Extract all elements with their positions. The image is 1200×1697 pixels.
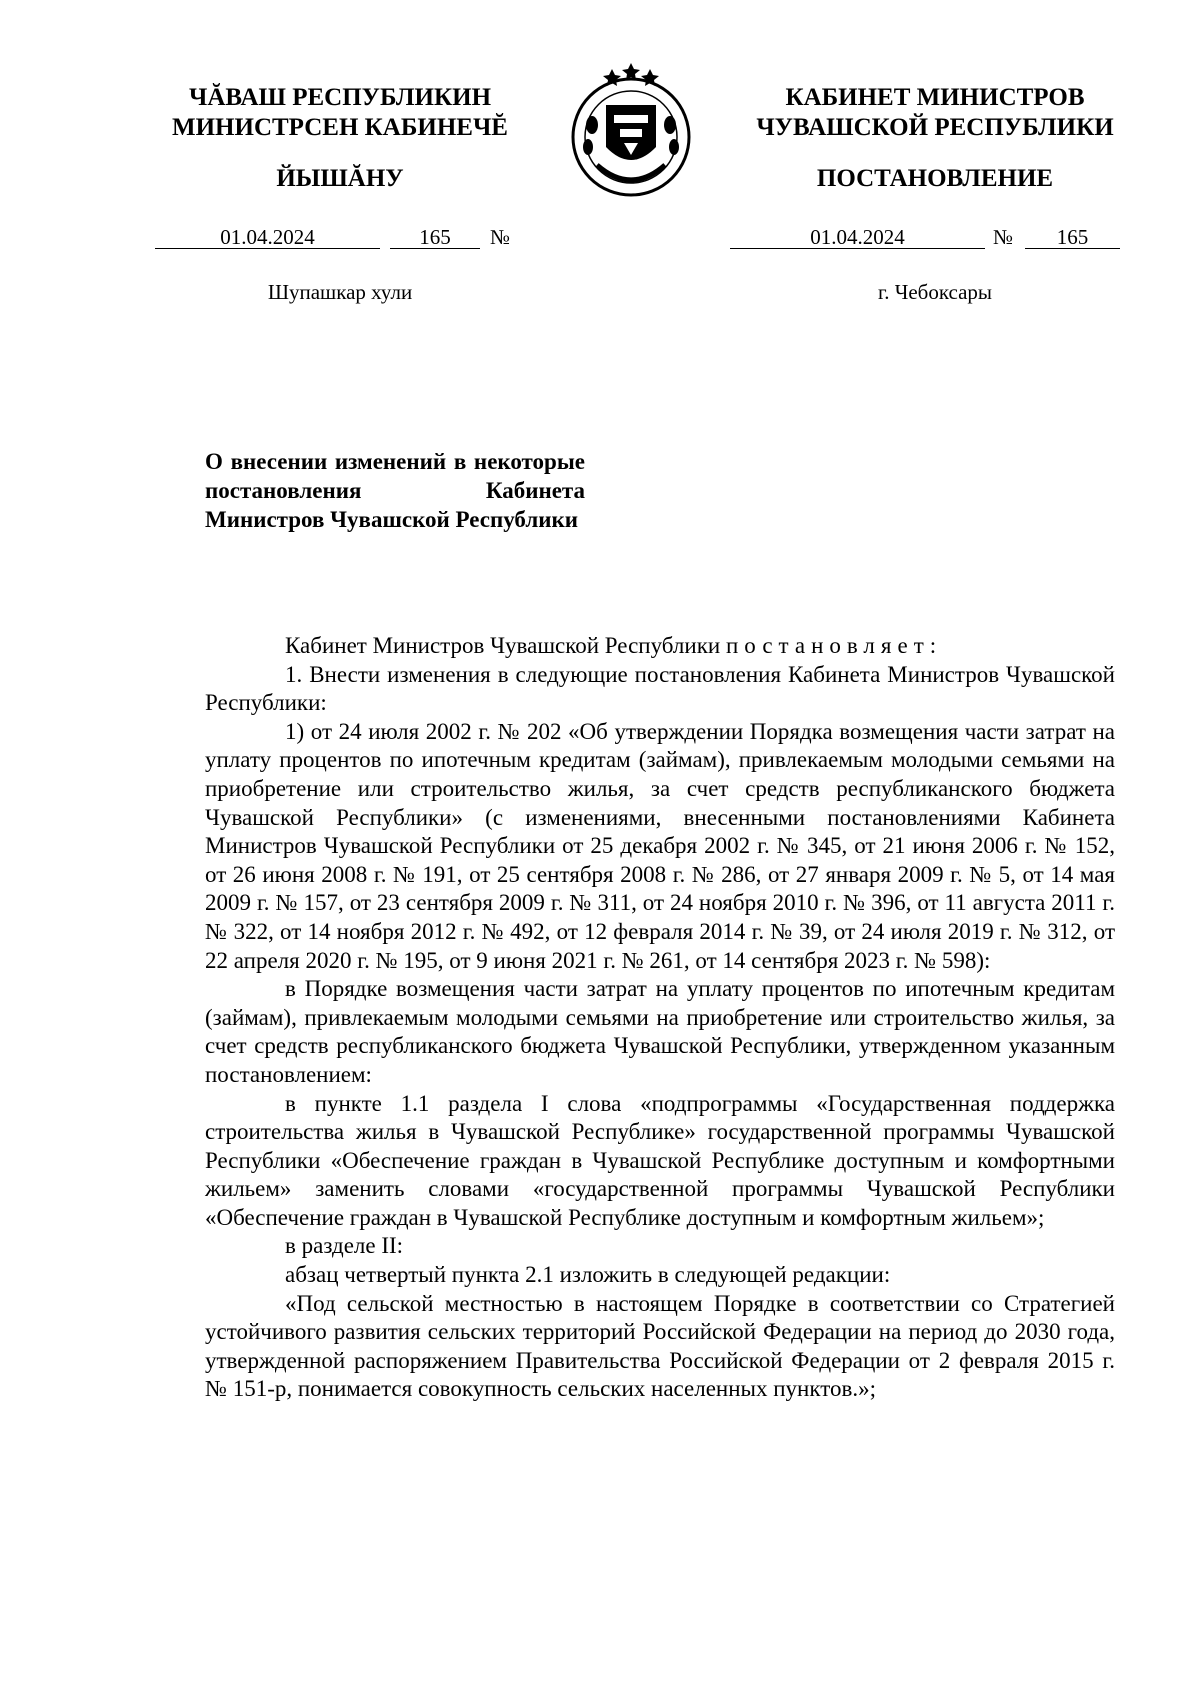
date-number-right [725, 222, 1145, 252]
intro-prefix: Кабинет Министров Чувашской Республики [285, 633, 726, 658]
intro-suffix: : [929, 633, 937, 658]
header-right-authority [725, 83, 1145, 143]
header-left-line1: ЧĂВАШ РЕСПУБЛИКИН [188, 84, 492, 111]
doc-type-left: ЙЫШĂНУ [276, 165, 404, 192]
body-paragraph: 1) от 24 июля 2002 г. № 202 «Об утверждении Порядка возмещения части затрат на уплату процентов по ипотечным кредитам (займам), привлекаемым молодыми семьями на приобретение или строительство жилья, за счет средств республиканского бюджета Чувашской Республики» (с изменениями, внесенными постановлениями Кабинета Министров Чувашской Республики от 25 декабря 2002 г. № 345, от 21 июня 2006 г. № 152, от 26 июня 2008 г. № 191, от 25 сентября 2008 г. № 286, от 27 января 2009 г. № 5, от 14 мая 2009 г. № 157, от 23 сентября 2009 г. № 311, от 24 ноября 2010 г. № 396, от 11 августа 2011 г. № 322, от 14 ноября 2012 г. № 492, от 12 февраля 2014 г. № 39, от 24 июля 2019 г. № 312, от 22 апреля 2020 г. № 195, от 9 июня 2021 г. № 261, от 14 сентября 2023 г. № 598): [205, 718, 1115, 973]
header-left-authority [150, 83, 530, 143]
doc-type-right: ПОСТАНОВЛЕНИЕ [816, 165, 1054, 192]
place-right: г. Чебоксары [877, 280, 993, 304]
right-number: 165 [1025, 222, 1120, 249]
chuvash-coat-of-arms-icon [562, 55, 700, 201]
document-body [205, 632, 1115, 1404]
left-number: 165 [390, 222, 480, 249]
body-paragraph: в Порядке возмещения части затрат на уплату процентов по ипотечным кредитам (займам), привлекаемым молодыми семьями на приобретение или строительство жилья, за счет средств республиканского бюджета Чувашской Республики, утвержденном указанным постановлением: [205, 976, 1115, 1087]
intro-paragraph [205, 632, 1115, 661]
body-paragraph: абзац четвертый пункта 2.1 изложить в следующей редакции: [285, 1262, 891, 1288]
body-paragraph: в пункте 1.1 раздела I слова «подпрограммы «Государственная поддержка строительства жилья в Чувашской Республике» государственной программы Чувашской Республики «Обеспечение граждан в Чувашской Республике доступным и комфортными жильем» заменить словами «государственной программы Чувашской Республики «Обеспечение граждан в Чувашской Республике доступным и комфортным жильем»; [205, 1090, 1115, 1230]
body-paragraph: «Под сельской местностью в настоящем Порядке в соответствии со Стратегией устойчивого развития сельских территорий Российской Федерации на период до 2030 года, утвержденной распоряжением Правительства Российской Федерации от 2 февраля 2015 г. № 151-р, понимается совокупность сельских населенных пунктов.»; [205, 1290, 1115, 1402]
date-number-left [150, 222, 530, 252]
right-number-sign: № [993, 225, 1014, 249]
left-number-sign: № [490, 225, 511, 249]
header-right-line1: КАБИНЕТ МИНИСТРОВ [785, 84, 1085, 111]
right-date: 01.04.2024 [730, 222, 985, 249]
intro-spaced-word: постановляет [725, 633, 930, 658]
document-title: О внесении изменений в некоторые постановления Кабинета Министров Чувашской Республики [205, 449, 585, 532]
header-right-line2: ЧУВАШСКОЙ РЕСПУБЛИКИ [756, 114, 1114, 141]
left-date: 01.04.2024 [155, 222, 380, 249]
body-paragraph: в разделе II: [285, 1233, 404, 1259]
place-left: Шупашкар хули [267, 280, 413, 304]
header-left-line2: МИНИСТРСЕН КАБИНЕЧĔ [172, 114, 508, 141]
body-paragraph: 1. Внести изменения в следующие постановления Кабинета Министров Чувашской Республики: [205, 661, 1115, 716]
